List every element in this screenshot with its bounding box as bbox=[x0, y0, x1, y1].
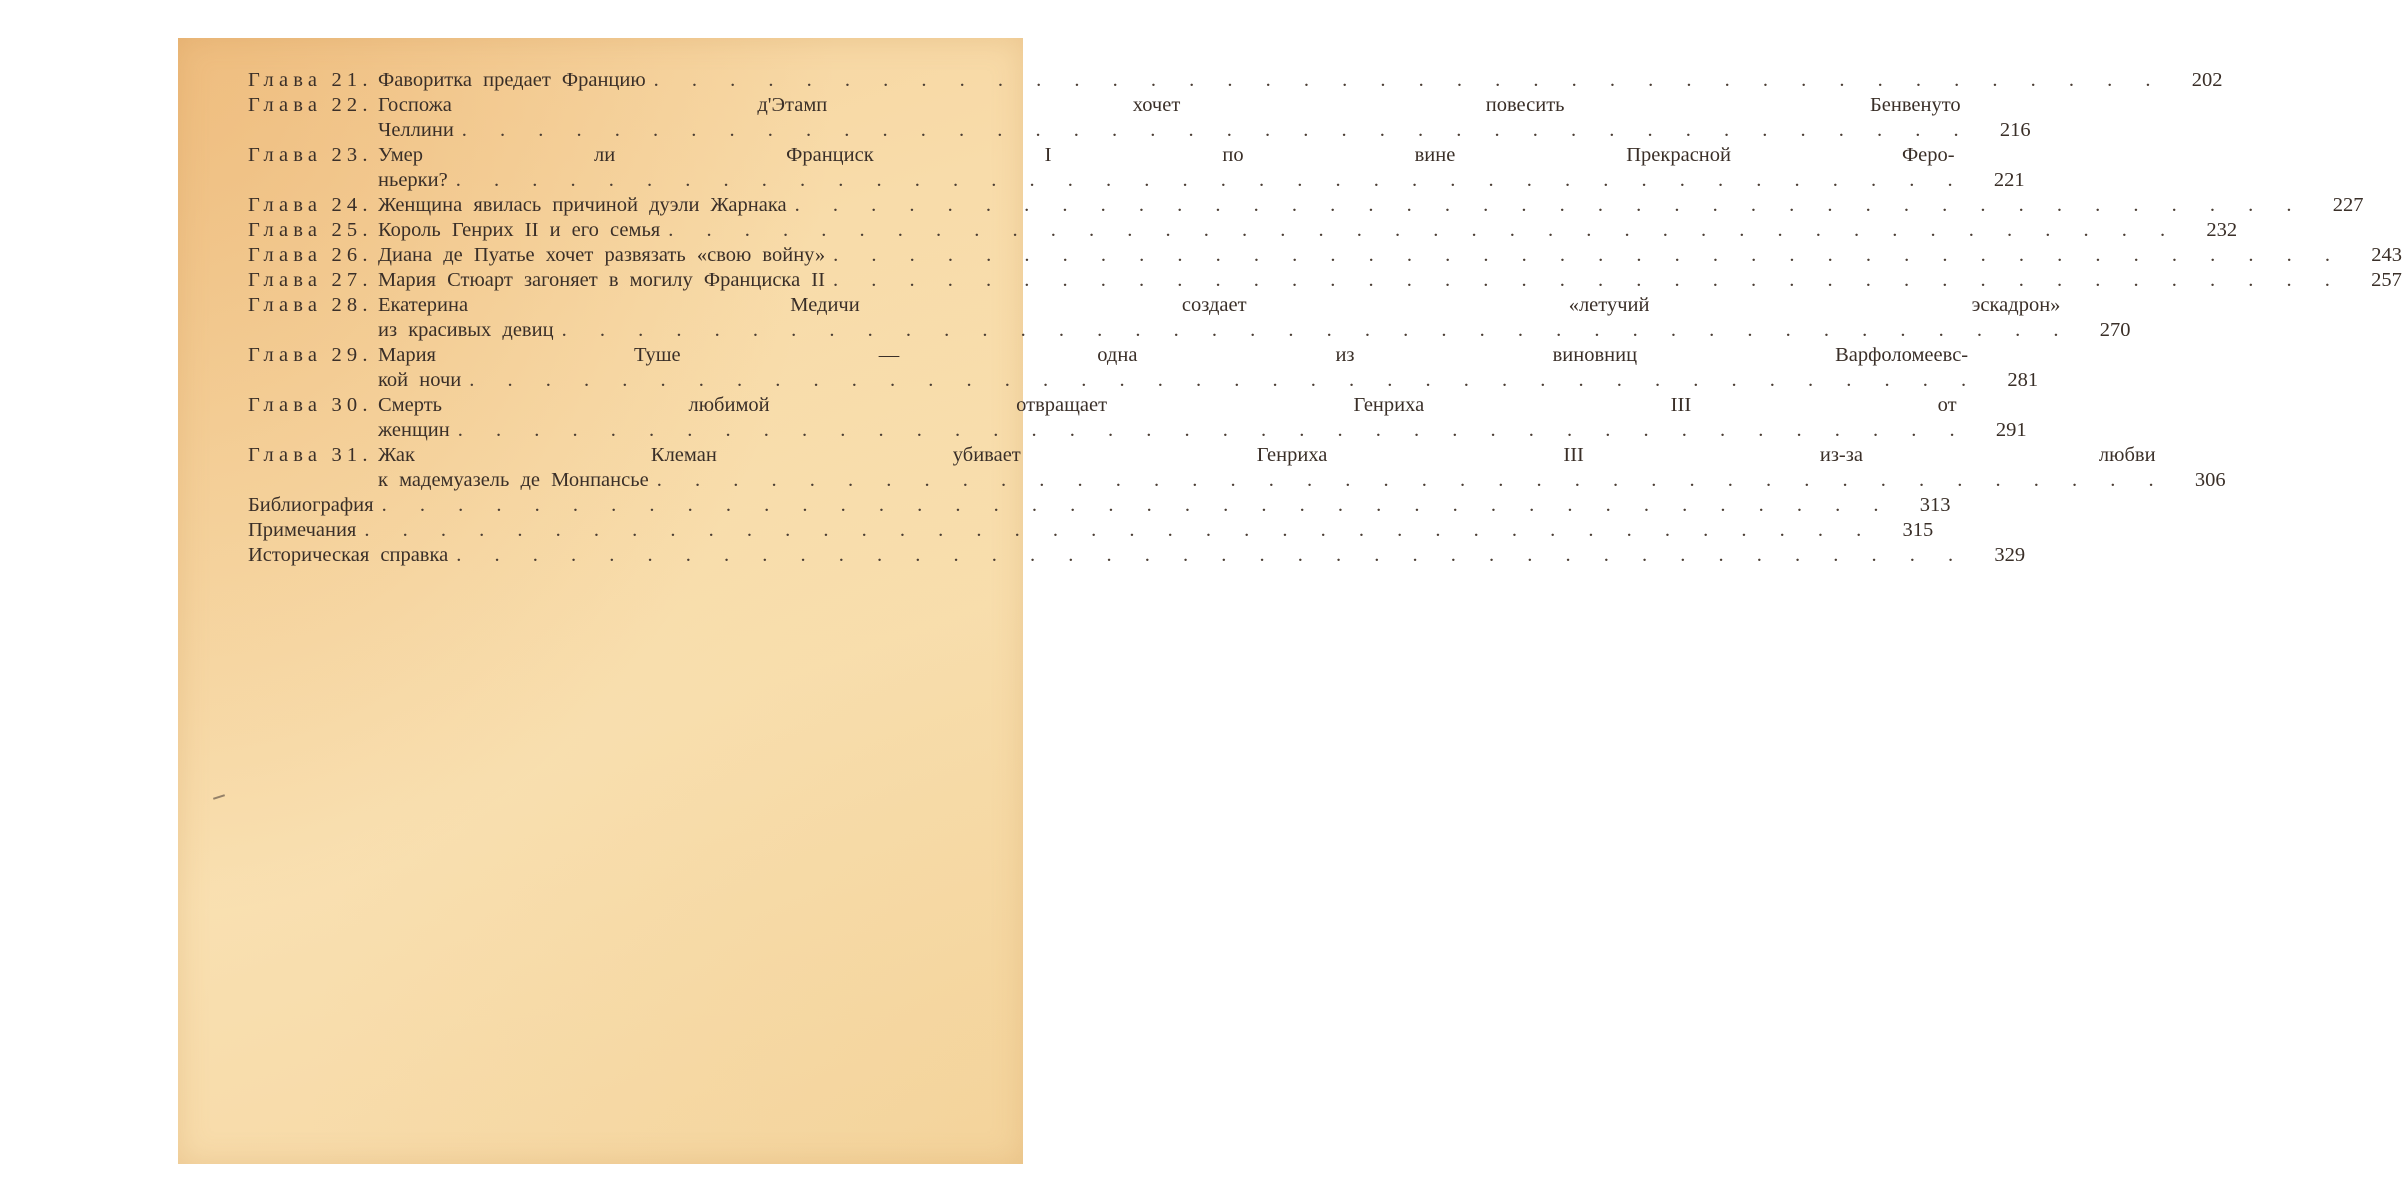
toc-entry-chapter-22 bbox=[248, 93, 2031, 143]
chapter-title-line-2: женщин bbox=[378, 419, 450, 441]
chapter-title: Король Генрих II и его семья bbox=[378, 219, 661, 241]
chapter-title: Мария Стюарт загоняет в могилу Франциска II bbox=[378, 269, 825, 291]
chapter-word: Глава bbox=[248, 294, 323, 316]
chapter-title-line-1: Смерть любимой отвращает Генриха III от bbox=[378, 394, 1957, 416]
toc-entry-chapter-27 bbox=[248, 268, 2402, 293]
dot-leader: . . . . . . . . . . . . . . . . . . . . . . . . . . . . . . . . . . . . . . . . bbox=[364, 519, 1876, 541]
chapter-label bbox=[248, 343, 372, 368]
chapter-number: 30. bbox=[331, 394, 373, 416]
chapter-number: 25. bbox=[331, 219, 373, 241]
chapter-label bbox=[248, 93, 372, 118]
page-number: 257 bbox=[2371, 269, 2402, 291]
chapter-word: Глава bbox=[248, 269, 323, 291]
chapter-title-line-2: Челлини bbox=[378, 119, 454, 141]
chapter-word: Глава bbox=[248, 69, 323, 91]
chapter-title-line-2: из красивых девиц bbox=[378, 319, 554, 341]
chapter-title-line-1: Екатерина Медичи создает «летучий эскадрон» bbox=[378, 294, 2061, 316]
chapter-number: 26. bbox=[331, 244, 373, 266]
chapter-title: Диана де Пуатье хочет развязать «свою войну» bbox=[378, 244, 826, 266]
toc-entry-chapter-26 bbox=[248, 243, 2402, 268]
dot-leader: . . . . . . . . . . . . . . . . . . . . . . . . . . . . . . . . . . . . . . . . bbox=[461, 119, 1973, 141]
dot-leader: . . . . . . . . . . . . . . . . . . . . . . . . . . . . . . . . . . . . . . . . bbox=[456, 544, 1968, 566]
chapter-title: Фаворитка предает Францию bbox=[378, 69, 646, 91]
toc-entry-chapter-30 bbox=[248, 393, 2027, 443]
page-number: 227 bbox=[2332, 194, 2364, 216]
chapter-title-line-1: Умер ли Франциск I по вине Прекрасной Феро- bbox=[378, 144, 1955, 166]
chapter-word: Глава bbox=[248, 194, 323, 216]
chapter-title-line-2: ньерки? bbox=[378, 169, 448, 191]
toc-entry-chapter-24 bbox=[248, 193, 2364, 218]
page-number: 281 bbox=[2007, 369, 2039, 391]
dot-leader: . . . . . . . . . . . . . . . . . . . . . . . . . . . . . . . . . . . . . . . . bbox=[832, 269, 2344, 291]
chapter-word: Глава bbox=[248, 219, 323, 241]
dot-leader: . . . . . . . . . . . . . . . . . . . . . . . . . . . . . . . . . . . . . . . . bbox=[455, 169, 1967, 191]
page-number: 216 bbox=[1999, 119, 2031, 141]
chapter-number: 28. bbox=[331, 294, 373, 316]
chapter-word: Глава bbox=[248, 94, 323, 116]
section-title: Библиография bbox=[248, 494, 374, 516]
chapter-word: Глава bbox=[248, 144, 323, 166]
page-number: 243 bbox=[2371, 244, 2402, 266]
dot-leader: . . . . . . . . . . . . . . . . . . . . . . . . . . . . . . . . . . . . . . . . bbox=[381, 494, 1893, 516]
page-number: 291 bbox=[1995, 419, 2027, 441]
dot-leader: . . . . . . . . . . . . . . . . . . . . . . . . . . . . . . . . . . . . . . . . bbox=[653, 69, 2165, 91]
chapter-title-line-1: Жак Клеман убивает Генриха III из-за любви bbox=[378, 444, 2156, 466]
dot-leader: . . . . . . . . . . . . . . . . . . . . . . . . . . . . . . . . . . . . . . . . bbox=[469, 369, 1981, 391]
toc-entry-bibliography bbox=[248, 493, 1951, 518]
chapter-word: Глава bbox=[248, 244, 323, 266]
section-title: Примечания bbox=[248, 519, 357, 541]
chapter-number: 21. bbox=[331, 69, 373, 91]
chapter-title-line-1: Мария Туше — одна из виновниц Варфоломеевс- bbox=[378, 344, 1969, 366]
chapter-word: Глава bbox=[248, 394, 323, 416]
toc-entry-chapter-29 bbox=[248, 343, 2039, 393]
chapter-label bbox=[248, 68, 372, 93]
chapter-number: 23. bbox=[331, 144, 373, 166]
chapter-title-line-2: к мадемуазель де Монпансье bbox=[378, 469, 649, 491]
chapter-word: Глава bbox=[248, 344, 323, 366]
chapter-label bbox=[248, 193, 372, 218]
chapter-word: Глава bbox=[248, 444, 323, 466]
book-page bbox=[178, 38, 2402, 1164]
page-number: 221 bbox=[1993, 169, 2025, 191]
chapter-label bbox=[248, 218, 372, 243]
page-number: 313 bbox=[1919, 494, 1951, 516]
chapter-title-line-2: кой ночи bbox=[378, 369, 462, 391]
dot-leader: . . . . . . . . . . . . . . . . . . . . . . . . . . . . . . . . . . . . . . . . bbox=[668, 219, 2180, 241]
dot-leader: . . . . . . . . . . . . . . . . . . . . . . . . . . . . . . . . . . . . . . . . bbox=[561, 319, 2073, 341]
page-number: 306 bbox=[2194, 469, 2226, 491]
toc-entry-chapter-23 bbox=[248, 143, 2025, 193]
chapter-label bbox=[248, 243, 372, 268]
chapter-number: 22. bbox=[331, 94, 373, 116]
chapter-label bbox=[248, 293, 372, 318]
dot-leader: . . . . . . . . . . . . . . . . . . . . . . . . . . . . . . . . . . . . . . . . bbox=[457, 419, 1969, 441]
section-title: Историческая справка bbox=[248, 544, 449, 566]
paper-speck bbox=[213, 794, 225, 800]
dot-leader: . . . . . . . . . . . . . . . . . . . . . . . . . . . . . . . . . . . . . . . . bbox=[833, 244, 2345, 266]
table-of-contents bbox=[248, 68, 2402, 568]
toc-entry-chapter-31 bbox=[248, 443, 2226, 493]
chapter-number: 27. bbox=[331, 269, 373, 291]
chapter-label bbox=[248, 443, 372, 468]
chapter-label bbox=[248, 268, 372, 293]
chapter-number: 24. bbox=[331, 194, 373, 216]
dot-leader: . . . . . . . . . . . . . . . . . . . . . . . . . . . . . . . . . . . . . . . . bbox=[794, 194, 2306, 216]
chapter-label bbox=[248, 393, 372, 418]
page-number: 202 bbox=[2191, 69, 2223, 91]
chapter-label bbox=[248, 143, 372, 168]
toc-entry-notes bbox=[248, 518, 1934, 543]
chapter-title: Женщина явилась причиной дуэли Жарнака bbox=[378, 194, 787, 216]
page-number: 232 bbox=[2206, 219, 2238, 241]
page-number: 315 bbox=[1902, 519, 1934, 541]
page-number: 270 bbox=[2099, 319, 2131, 341]
toc-entry-chapter-21 bbox=[248, 68, 2223, 93]
toc-entry-chapter-25 bbox=[248, 218, 2238, 243]
chapter-number: 31. bbox=[331, 444, 373, 466]
dot-leader: . . . . . . . . . . . . . . . . . . . . . . . . . . . . . . . . . . . . . . . . bbox=[656, 469, 2168, 491]
page-number: 329 bbox=[1994, 544, 2026, 566]
chapter-number: 29. bbox=[331, 344, 373, 366]
toc-entry-chapter-28 bbox=[248, 293, 2131, 343]
toc-entry-historical-reference bbox=[248, 543, 2026, 568]
chapter-title-line-1: Госпожа д'Этамп хочет повесить Бенвенуто bbox=[378, 94, 1961, 116]
